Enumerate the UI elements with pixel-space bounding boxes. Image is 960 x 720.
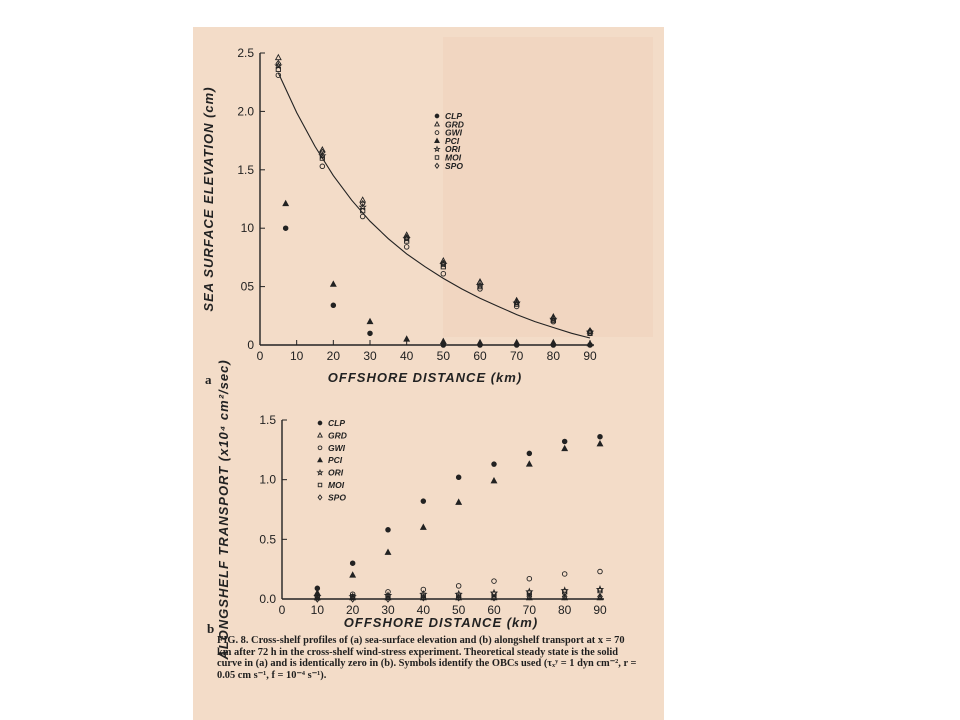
legend-label-ori: ORI <box>445 144 461 155</box>
data-point-gwi <box>360 214 365 219</box>
show-through-text <box>443 37 653 337</box>
data-point-pci <box>331 281 336 286</box>
data-point-gwi <box>404 245 409 250</box>
panel-label: a <box>205 372 212 387</box>
figure-caption: FIG. 8. Cross-shelf profiles of (a) sea-surface elevation and (b) alongshelf transport at x = 70 km after 72 h in the cross-shelf wind-stress experiment. Theoretical steady state is the solid curve in (a) and is identically zero in (b). Symbols identify the OBCs used (τₓʸ = 1 dyn cm⁻², r = 0.05 cm s⁻¹, f = 10⁻⁴ s⁻¹). <box>217 635 637 681</box>
data-point-pci <box>597 441 602 446</box>
legend-label-moi: MOI <box>328 480 345 490</box>
x-tick-label: 70 <box>509 349 524 363</box>
legend-marker-ori <box>435 147 440 152</box>
data-point-pci <box>350 572 355 577</box>
data-point-pci <box>551 340 556 345</box>
legend-marker-grd <box>318 433 322 437</box>
legend-label-moi: MOI <box>445 152 462 163</box>
legend-marker-clp <box>318 421 322 425</box>
panel-b <box>207 359 607 660</box>
x-axis-label: OFFSHORE DISTANCE (km) <box>327 370 523 385</box>
legend-label-pci: PCI <box>445 135 460 146</box>
x-tick-label: 50 <box>451 603 466 617</box>
x-tick-label: 40 <box>399 349 414 363</box>
legend-label-pci: PCI <box>328 455 343 466</box>
data-point-clp <box>368 331 373 336</box>
legend-label-spo: SPO <box>445 160 463 171</box>
data-point-clp <box>421 499 426 504</box>
legend-marker-moi <box>435 156 439 160</box>
x-tick-label: 60 <box>487 603 501 617</box>
data-point-clp <box>331 303 336 308</box>
data-point-gwi <box>320 164 325 169</box>
data-point-pci <box>527 461 532 466</box>
legend-marker-gwi <box>318 446 322 450</box>
x-tick-label: 0 <box>278 603 286 617</box>
x-tick-label: 50 <box>436 349 451 363</box>
data-point-clp <box>492 462 497 467</box>
legend-marker-pci <box>435 138 439 142</box>
x-tick-label: 70 <box>522 603 537 617</box>
x-axis-label: OFFSHORE DISTANCE (km) <box>343 615 539 630</box>
x-tick-label: 60 <box>473 349 487 363</box>
data-point-gwi <box>492 579 497 584</box>
data-point-pci <box>367 319 372 324</box>
data-point-clp <box>562 439 567 444</box>
legend-label-clp: CLP <box>328 418 345 428</box>
data-point-pci <box>562 446 567 451</box>
legend-marker-moi <box>318 483 322 487</box>
legend-label-clp: CLP <box>445 111 462 121</box>
x-tick-label: 30 <box>381 603 395 617</box>
y-tick-label: 1.5 <box>259 413 276 427</box>
data-point-pci <box>514 340 519 345</box>
y-tick-label: 1.5 <box>237 162 254 177</box>
data-point-gwi <box>527 576 532 581</box>
data-point-grd <box>276 55 281 60</box>
data-point-gwi <box>456 584 461 589</box>
y-tick-label: 05 <box>240 279 254 294</box>
data-point-pci <box>385 549 390 554</box>
x-tick-label: 0 <box>256 349 264 363</box>
legend-marker-spo <box>435 163 439 168</box>
data-point-pci <box>283 201 288 206</box>
data-point-pci <box>404 336 409 341</box>
figure-svg <box>193 27 664 720</box>
x-tick-label: 80 <box>546 349 561 363</box>
data-point-grd <box>360 197 365 202</box>
legend-label-grd: GRD <box>445 119 464 130</box>
y-axis-label: ALONGSHELF TRANSPORT (x10⁴ cm²/sec) <box>216 359 231 660</box>
data-point-pci <box>491 478 496 483</box>
x-tick-label: 10 <box>310 603 325 617</box>
x-tick-label: 40 <box>416 603 431 617</box>
legend-label-spo: SPO <box>328 492 346 503</box>
legend-marker-clp <box>435 114 439 118</box>
legend-label-grd: GRD <box>328 430 347 441</box>
data-point-pci <box>441 339 446 344</box>
x-tick-label: 20 <box>326 349 341 363</box>
legend-marker-grd <box>435 122 439 126</box>
x-tick-label: 10 <box>289 349 304 363</box>
legend-label-gwi: GWI <box>328 442 345 453</box>
y-tick-label: 0.0 <box>259 592 276 606</box>
data-point-pci <box>421 524 426 529</box>
y-tick-label: 10 <box>240 221 254 236</box>
data-point-gwi <box>562 572 567 577</box>
y-tick-label: 0 <box>247 338 254 352</box>
y-tick-label: 1.0 <box>259 472 276 487</box>
data-point-pci <box>456 499 461 504</box>
y-tick-label: 2.0 <box>237 104 254 119</box>
data-point-gwi <box>598 569 603 574</box>
x-tick-label: 20 <box>345 603 360 617</box>
panel-label: b <box>207 621 215 636</box>
y-tick-label: 0.5 <box>259 532 276 547</box>
x-tick-label: 80 <box>557 603 572 617</box>
x-tick-label: 90 <box>583 349 597 363</box>
y-tick-label: 2.5 <box>237 46 254 60</box>
data-point-clp <box>350 561 355 566</box>
legend-marker-spo <box>318 495 322 500</box>
legend-label-gwi: GWI <box>445 127 462 138</box>
x-tick-label: 90 <box>593 603 607 617</box>
data-point-clp <box>386 527 391 532</box>
legend-marker-gwi <box>435 131 439 135</box>
scanned-figure-page <box>193 27 664 720</box>
x-tick-label: 30 <box>363 349 377 363</box>
legend-marker-pci <box>318 458 322 462</box>
data-point-pci <box>477 340 482 345</box>
y-axis-label: SEA SURFACE ELEVATION (cm) <box>201 86 216 312</box>
data-point-clp <box>456 475 461 480</box>
data-point-clp <box>527 451 532 456</box>
legend-marker-ori <box>318 470 323 475</box>
data-point-clp <box>283 226 288 231</box>
data-point-clp <box>598 434 603 439</box>
legend-label-ori: ORI <box>328 467 344 478</box>
